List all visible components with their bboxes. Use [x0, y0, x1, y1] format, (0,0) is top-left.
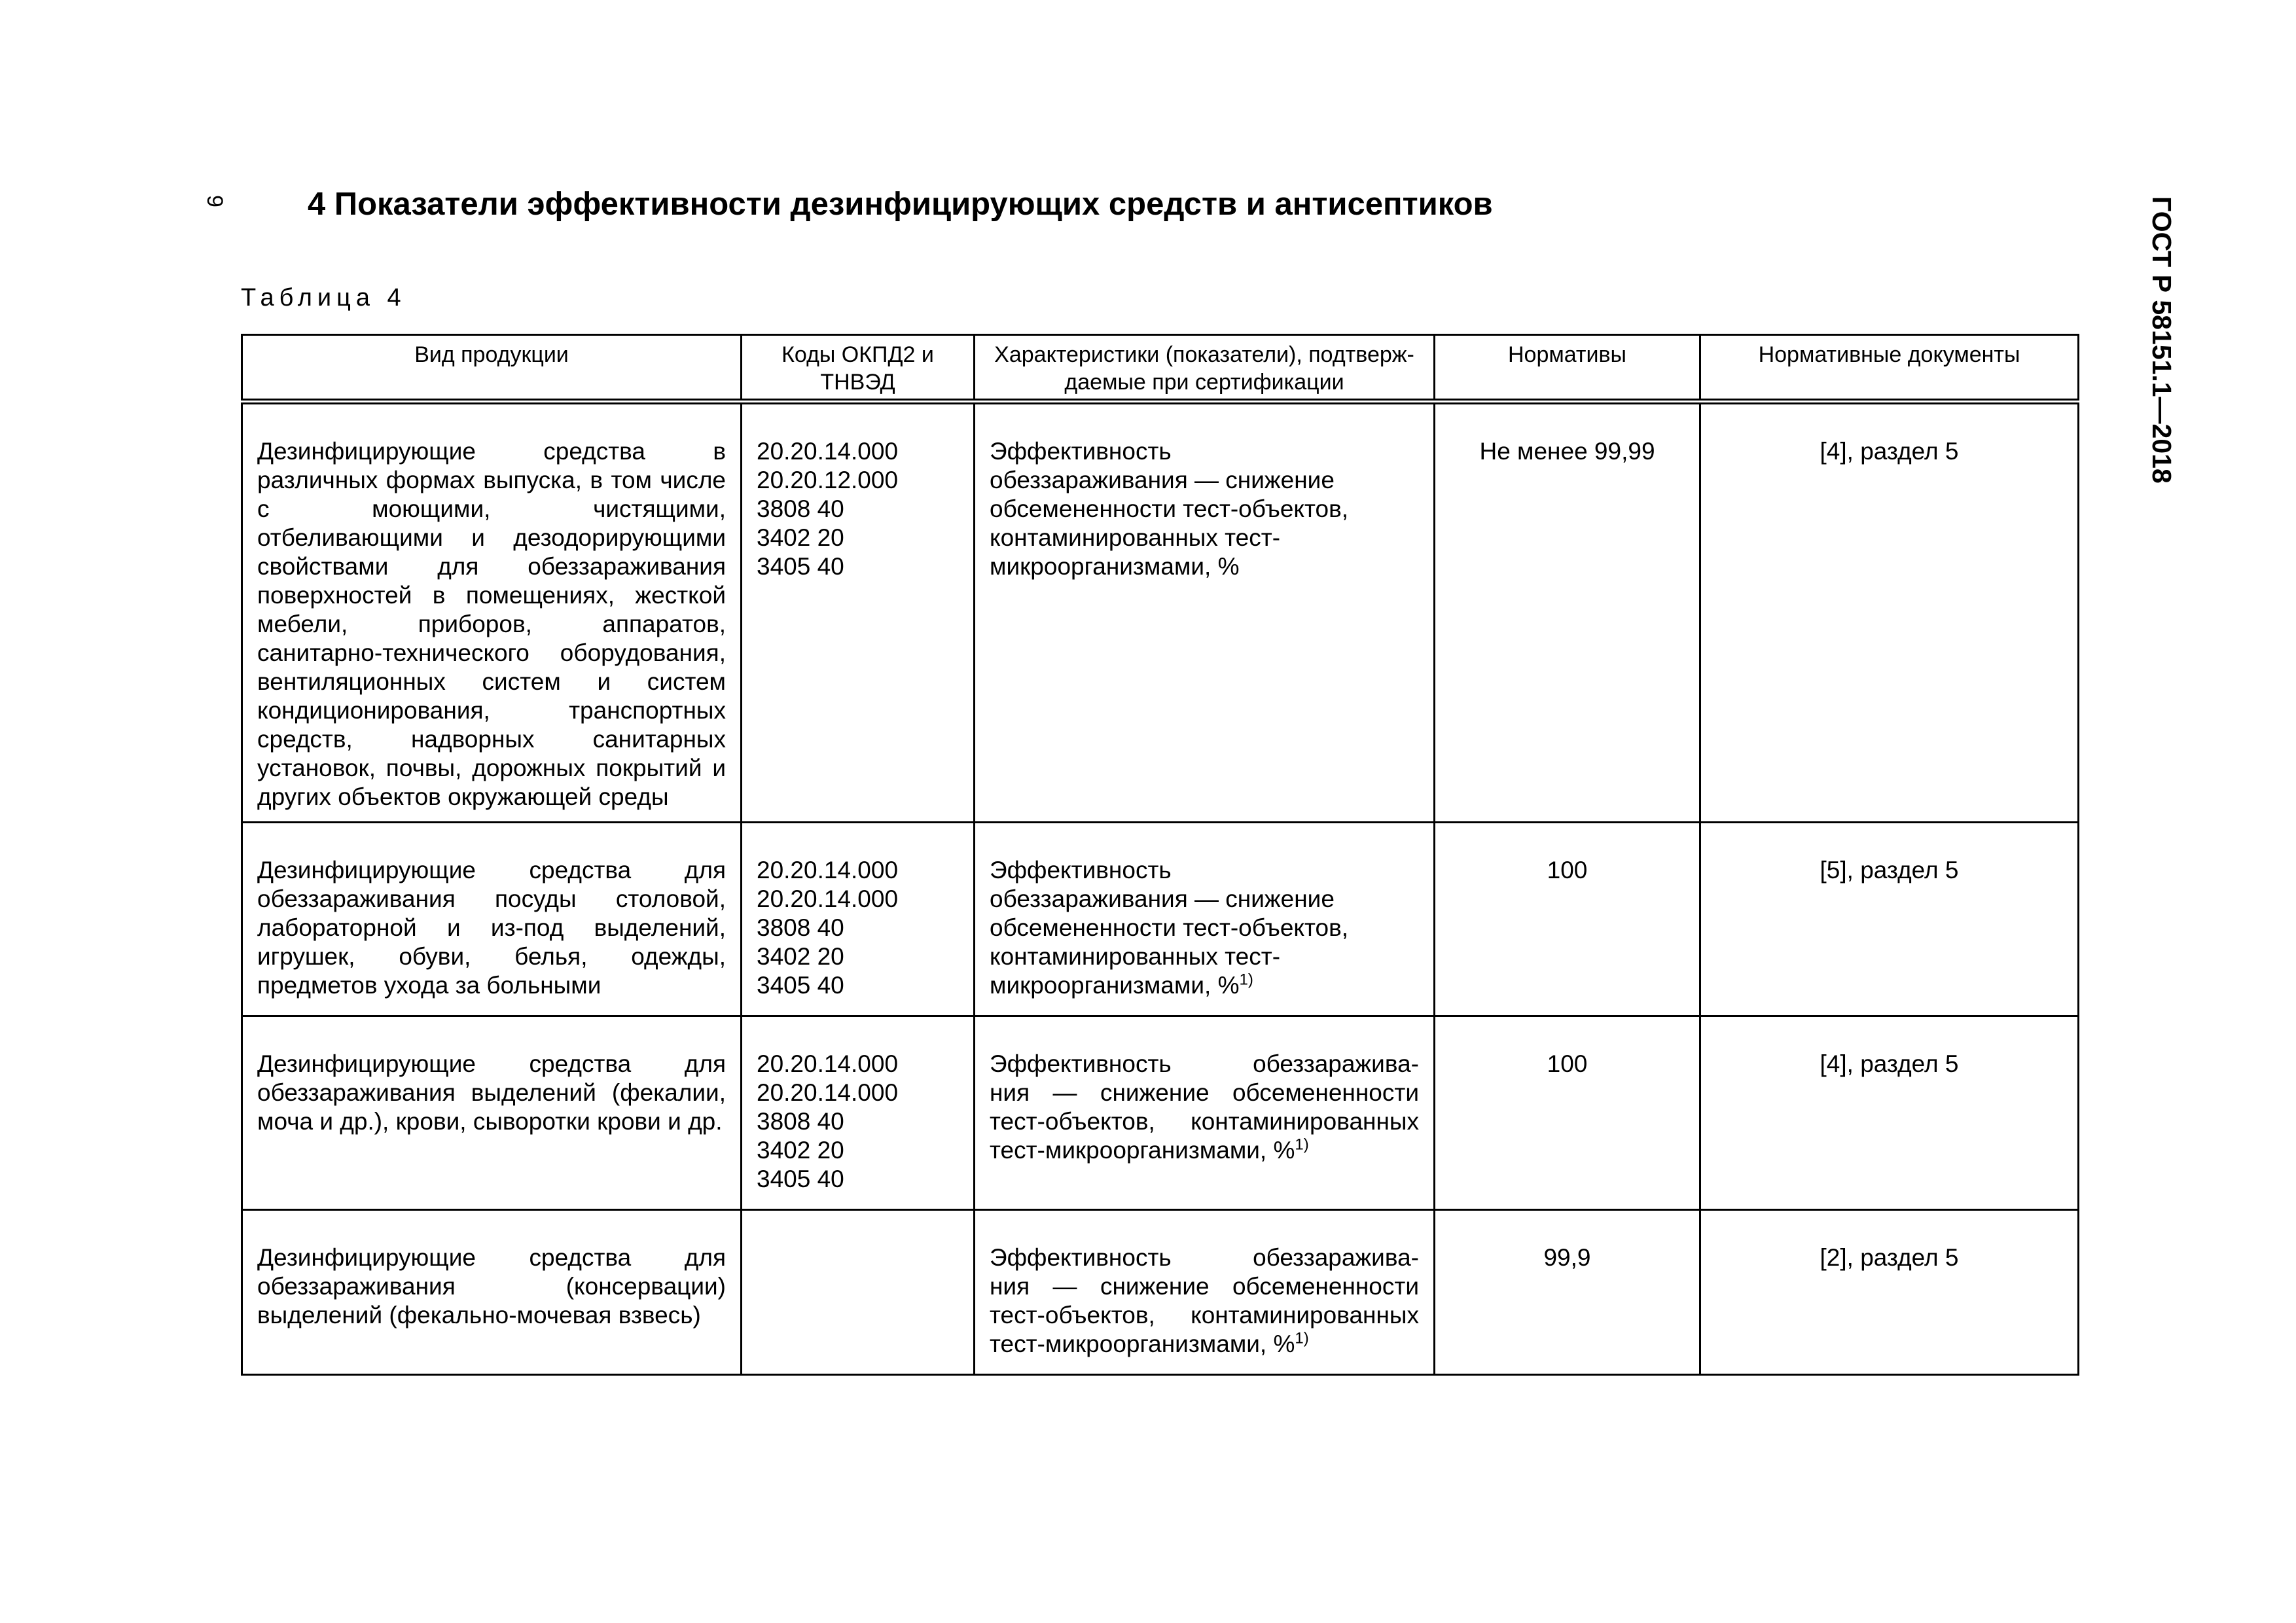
characteristic-line — [990, 971, 1419, 1000]
characteristic-line: ния — снижение обсемененности — [990, 1273, 1419, 1300]
norm-cell: 100 — [1435, 1016, 1700, 1210]
characteristic-line: контаминированных тест- — [990, 524, 1281, 551]
codes-cell — [742, 1210, 975, 1375]
normative-doc-cell: [4], раздел 5 — [1700, 1016, 2079, 1210]
characteristic-cell — [975, 402, 1435, 823]
characteristic-line-text: тест-микроорганизмами, % — [990, 1330, 1295, 1357]
characteristic-line: обеззараживания — снижение — [990, 467, 1335, 493]
footnote-marker: 1) — [1239, 971, 1253, 989]
section-title: 4 Показатели эффективности дезинфицирующих средств и антисептиков — [308, 187, 1493, 222]
norm-cell: 99,9 — [1435, 1210, 1700, 1375]
normative-doc-cell: [4], раздел 5 — [1700, 402, 2079, 823]
norm-cell: Не менее 99,99 — [1435, 402, 1700, 823]
characteristic-line: микроорганизмами, % — [990, 553, 1240, 580]
product-type-cell: Дезинфицирующие средства для обеззараживания посуды столовой, лабораторной и из-под выделений, игрушек, обуви, белья, одежды, предметов ухода за больными — [242, 823, 742, 1016]
product-type-cell: Дезинфицирующие средства для обеззараживания выделений (фекалии, моча и др.), крови, сыворотки крови и др. — [242, 1016, 742, 1210]
header-norms: Нормативы — [1435, 335, 1700, 402]
characteristic-line: Эффективность — [990, 438, 1172, 465]
characteristic-line: контаминированных тест- — [990, 943, 1281, 970]
characteristic-line: тест-объектов, контаминированных — [990, 1108, 1419, 1135]
product-type-cell: Дезинфицирующие средства для обеззараживания (консервации) выделений (фекально-мочевая взвесь) — [242, 1210, 742, 1375]
table-row — [242, 1016, 2079, 1210]
normative-doc-cell: [5], раздел 5 — [1700, 823, 2079, 1016]
table-header-row — [242, 335, 2079, 402]
codes-cell: 20.20.14.000 20.20.14.000 3808 40 3402 20 3405 40 — [742, 1016, 975, 1210]
characteristic-line: Эффективность — [990, 857, 1172, 883]
table-row — [242, 402, 2079, 823]
header-product-type: Вид продукции — [242, 335, 742, 402]
characteristic-cell — [975, 1016, 1435, 1210]
header-normative-documents: Нормативные документы — [1700, 335, 2079, 402]
certification-table — [241, 334, 2079, 1376]
table-row — [242, 1210, 2079, 1375]
characteristic-cell — [975, 823, 1435, 1016]
product-type-cell: Дезинфицирующие средства в различных формах выпуска, в том числе с моющими, чистящими, отбеливающими и дезодорирующими свойствами для обеззараживания поверхностей в помещениях, жесткой мебели, приборов, аппаратов, санитарно-технического оборудования, вентиляционных систем и систем кондиционирования, транспортных средств, надворных санитарных установок, почвы, дорожных покрытий и других объектов окружающей среды — [242, 402, 742, 823]
characteristic-cell — [975, 1210, 1435, 1375]
characteristic-line — [990, 1330, 1419, 1359]
document-id: ГОСТ Р 58151.1—2018 — [2147, 196, 2177, 484]
characteristic-line — [990, 1136, 1419, 1165]
footnote-marker: 1) — [1295, 1329, 1309, 1347]
characteristic-line: Эффективность обеззаражива- — [990, 1244, 1419, 1271]
table-caption: Таблица 4 — [241, 284, 406, 312]
characteristic-line: обеззараживания — снижение — [990, 885, 1335, 912]
codes-cell: 20.20.14.000 20.20.14.000 3808 40 3402 20 3405 40 — [742, 823, 975, 1016]
characteristic-line-text: тест-микроорганизмами, % — [990, 1137, 1295, 1164]
characteristic-line: Эффективность обеззаражива- — [990, 1050, 1419, 1077]
header-codes: Коды ОКПД2 и ТНВЭД — [742, 335, 975, 402]
codes-cell: 20.20.14.000 20.20.12.000 3808 40 3402 20 3405 40 — [742, 402, 975, 823]
norm-cell: 100 — [1435, 823, 1700, 1016]
header-characteristics: Характеристики (показатели), подтверж- даемые при сертификации — [975, 335, 1435, 402]
characteristic-line: ния — снижение обсемененности — [990, 1079, 1419, 1106]
characteristic-line: тест-объектов, контаминированных — [990, 1302, 1419, 1329]
characteristic-line-text: микроорганизмами, % — [990, 972, 1240, 999]
characteristic-line: обсемененности тест-объектов, — [990, 914, 1349, 941]
page-number: 9 — [202, 195, 227, 207]
footnote-marker: 1) — [1295, 1135, 1309, 1154]
normative-doc-cell: [2], раздел 5 — [1700, 1210, 2079, 1375]
table-row — [242, 823, 2079, 1016]
characteristic-line: обсемененности тест-объектов, — [990, 495, 1349, 522]
